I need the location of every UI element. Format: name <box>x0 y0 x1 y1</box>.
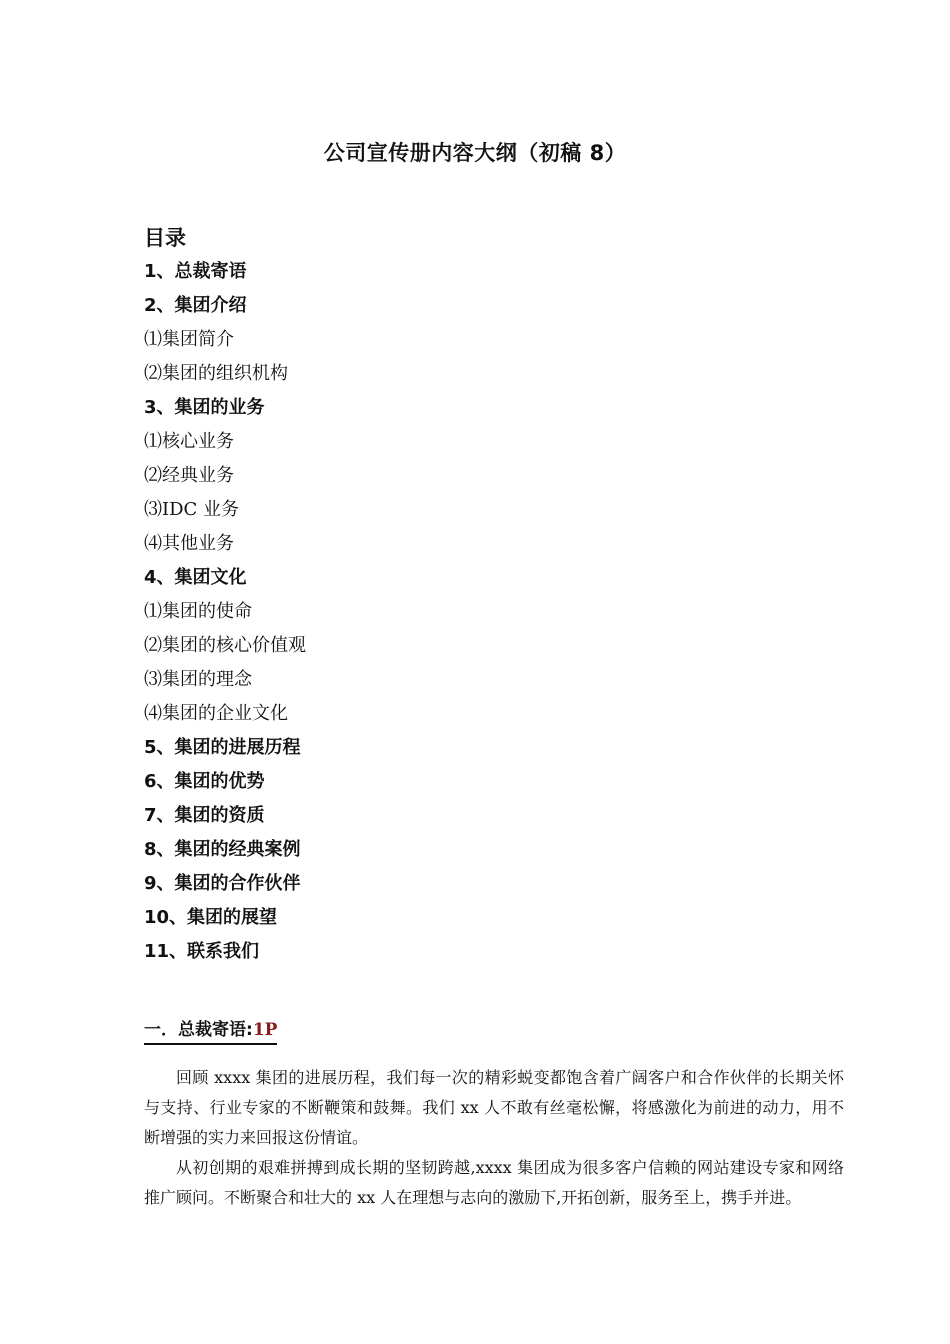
toc-item: 1、总裁寄语 <box>144 261 247 282</box>
toc-item: 7、集团的资质 <box>144 805 265 826</box>
toc-subitem: ⑶IDC 业务 <box>144 499 240 520</box>
body-paragraph: 回顾 xxxx 集团的进展历程，我们每一次的精彩蜕变都饱含着广阔客户和合作伙伴的长期关怀与支持、行业专家的不断鞭策和鼓舞。我们 xx 人不敢有丝毫松懈，将感激化为前进的动力，用不断增强的实力来回报这份情谊。 <box>144 1068 844 1147</box>
body-paragraph: 从初创期的艰难拼搏到成长期的坚韧跨越,xxxx 集团成为很多客户信赖的网站建设专家和网络推广顾问。不断聚合和壮大的 xx 人在理想与志向的激励下,开拓创新，服务至上，携手并进。 <box>144 1158 844 1207</box>
section-body <box>144 1063 844 1213</box>
section-heading <box>144 1018 277 1045</box>
toc-subitem: ⑴核心业务 <box>144 431 234 452</box>
toc-subitem: ⑵集团的核心价值观 <box>144 635 306 656</box>
toc-item: 3、集团的业务 <box>144 397 265 418</box>
toc-subitem: ⑶集团的理念 <box>144 669 252 690</box>
document-title: 公司宣传册内容大纲（初稿 8） <box>323 141 627 165</box>
table-of-contents <box>144 258 306 972</box>
toc-item: 9、集团的合作伙伴 <box>144 873 301 894</box>
section-title: 一．总裁寄语: <box>144 1020 253 1040</box>
toc-item: 11、联系我们 <box>144 941 260 962</box>
section-page-count: 1P <box>252 1020 278 1040</box>
toc-subitem: ⑷集团的企业文化 <box>144 703 288 724</box>
toc-item: 6、集团的优势 <box>144 771 265 792</box>
toc-item: 8、集团的经典案例 <box>144 839 301 860</box>
toc-item: 2、集团介绍 <box>144 295 247 316</box>
toc-subitem: ⑵经典业务 <box>144 465 234 486</box>
toc-item: 5、集团的进展历程 <box>144 737 301 758</box>
toc-subitem: ⑷其他业务 <box>144 533 234 554</box>
toc-item: 4、集团文化 <box>144 567 247 588</box>
toc-subitem: ⑴集团的使命 <box>144 601 252 622</box>
toc-subitem: ⑴集团简介 <box>144 329 234 350</box>
toc-heading: 目录 <box>144 226 186 250</box>
toc-item: 10、集团的展望 <box>144 907 278 928</box>
toc-subitem: ⑵集团的组织机构 <box>144 363 288 384</box>
